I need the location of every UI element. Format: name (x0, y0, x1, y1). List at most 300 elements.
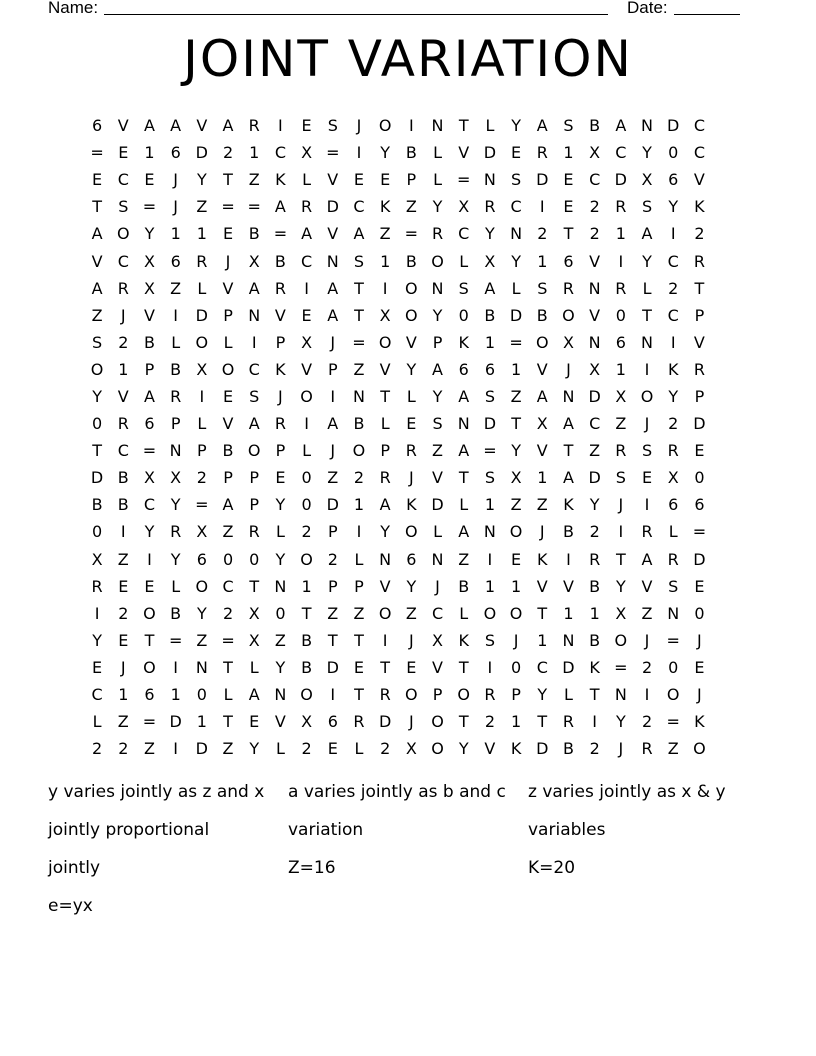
grid-letter[interactable]: P (694, 386, 705, 406)
grid-letter[interactable]: = (221, 197, 235, 217)
grid-letter[interactable]: Z (510, 495, 522, 515)
grid-letter[interactable]: = (273, 224, 288, 244)
grid-letter[interactable]: C (222, 576, 234, 596)
grid-letter[interactable]: N (667, 603, 680, 623)
grid-letter[interactable]: P (327, 522, 338, 542)
grid-letter[interactable]: 2 (668, 414, 679, 434)
grid-letter[interactable]: 2 (92, 739, 103, 759)
grid-letter[interactable]: I (251, 332, 257, 352)
grid-letter[interactable]: A (301, 224, 313, 244)
grid-letter[interactable]: = (142, 197, 157, 217)
grid-letter[interactable]: 0 (301, 495, 312, 515)
grid-letter[interactable]: E (353, 657, 365, 677)
grid-letter[interactable]: = (142, 712, 157, 732)
grid-letter[interactable]: R (117, 278, 129, 298)
grid-letter[interactable]: B (405, 251, 417, 271)
grid-letter[interactable]: A (222, 116, 234, 136)
grid-letter[interactable]: N (588, 332, 601, 352)
grid-letter[interactable]: V (458, 143, 470, 163)
grid-letter[interactable]: X (143, 251, 155, 271)
grid-letter[interactable]: 2 (589, 739, 600, 759)
grid-letter[interactable]: L (223, 332, 233, 352)
grid-letter[interactable]: T (92, 441, 102, 461)
grid-letter[interactable]: P (327, 359, 338, 379)
grid-letter[interactable]: L (275, 522, 285, 542)
grid-letter[interactable]: 2 (301, 739, 312, 759)
grid-letter[interactable]: Z (405, 197, 417, 217)
grid-letter[interactable]: B (458, 576, 470, 596)
grid-letter[interactable]: S (484, 468, 495, 488)
grid-letter[interactable]: O (143, 603, 156, 623)
grid-letter[interactable]: L (433, 143, 442, 163)
grid-letter[interactable]: E (327, 739, 338, 759)
grid-letter[interactable]: E (92, 170, 103, 190)
grid-letter[interactable]: R (117, 414, 129, 434)
grid-letter[interactable]: C (248, 359, 260, 379)
grid-letter[interactable]: K (667, 359, 679, 379)
grid-letter[interactable]: L (406, 386, 416, 406)
grid-letter[interactable]: I (199, 386, 205, 406)
grid-letter[interactable]: X (432, 630, 444, 650)
grid-letter[interactable]: S (92, 332, 103, 352)
grid-letter[interactable]: O (90, 359, 104, 379)
grid-letter[interactable]: N (457, 414, 470, 434)
grid-letter[interactable]: R (248, 116, 260, 136)
grid-letter[interactable]: C (353, 197, 365, 217)
grid-letter[interactable]: O (509, 522, 523, 542)
grid-letter[interactable]: N (431, 116, 444, 136)
grid-letter[interactable]: B (405, 143, 417, 163)
grid-letter[interactable]: 0 (458, 305, 469, 325)
grid-letter[interactable]: J (330, 441, 336, 461)
grid-letter[interactable]: S (327, 116, 338, 136)
grid-letter[interactable]: 1 (196, 712, 207, 732)
grid-letter[interactable]: J (120, 305, 126, 325)
grid-letter[interactable]: R (405, 441, 417, 461)
grid-letter[interactable]: X (248, 251, 260, 271)
grid-letter[interactable]: I (330, 685, 336, 705)
grid-letter[interactable]: V (327, 224, 339, 244)
grid-letter[interactable]: E (301, 305, 312, 325)
grid-letter[interactable]: L (511, 278, 521, 298)
grid-letter[interactable]: A (432, 359, 443, 379)
grid-letter[interactable]: J (173, 197, 179, 217)
grid-letter[interactable]: I (618, 251, 624, 271)
grid-letter[interactable]: C (431, 603, 444, 623)
grid-letter[interactable]: R (667, 549, 679, 569)
grid-letter[interactable]: A (615, 116, 627, 136)
grid-letter[interactable]: E (275, 468, 286, 488)
grid-letter[interactable]: R (484, 197, 496, 217)
grid-letter[interactable]: T (563, 441, 574, 461)
grid-letter[interactable]: 2 (641, 712, 653, 732)
grid-letter[interactable]: R (641, 522, 653, 542)
grid-letter[interactable]: T (458, 712, 469, 732)
grid-letter[interactable]: S (118, 197, 129, 217)
grid-letter[interactable]: J (330, 332, 336, 352)
grid-letter[interactable]: O (457, 685, 471, 705)
grid-letter[interactable]: V (693, 332, 705, 352)
grid-letter[interactable]: X (248, 603, 260, 623)
grid-letter[interactable]: I (94, 603, 100, 623)
grid-letter[interactable]: X (641, 170, 653, 190)
grid-letter[interactable]: Y (589, 495, 600, 515)
grid-letter[interactable]: B (143, 332, 155, 352)
grid-letter[interactable]: P (170, 414, 181, 434)
grid-letter[interactable]: D (588, 468, 601, 488)
grid-letter[interactable]: D (614, 170, 627, 190)
grid-letter[interactable]: 2 (118, 603, 129, 623)
grid-letter[interactable]: Z (117, 712, 129, 732)
grid-letter[interactable]: K (406, 495, 417, 515)
grid-letter[interactable]: X (91, 549, 103, 569)
grid-letter[interactable]: S (615, 468, 626, 488)
grid-letter[interactable]: 6 (615, 332, 626, 352)
grid-letter[interactable]: O (431, 739, 444, 759)
grid-letter[interactable]: N (431, 549, 444, 569)
grid-letter[interactable]: E (563, 170, 574, 190)
grid-letter[interactable]: P (327, 576, 338, 596)
grid-letter[interactable]: O (535, 332, 549, 352)
grid-letter[interactable]: B (170, 603, 182, 623)
grid-letter[interactable]: 1 (196, 224, 207, 244)
grid-letter[interactable]: P (432, 685, 443, 705)
grid-letter[interactable]: J (408, 468, 414, 488)
grid-letter[interactable]: R (301, 197, 313, 217)
grid-letter[interactable]: T (458, 657, 469, 677)
grid-letter[interactable]: Y (642, 143, 652, 163)
grid-letter[interactable]: Y (458, 739, 469, 759)
grid-letter[interactable]: Z (274, 630, 286, 650)
grid-letter[interactable]: I (173, 305, 179, 325)
grid-letter[interactable]: O (195, 576, 209, 596)
grid-letter[interactable]: Y (537, 685, 548, 705)
grid-letter[interactable]: = (483, 441, 497, 461)
grid-letter[interactable]: K (275, 359, 286, 379)
grid-letter[interactable]: C (667, 251, 679, 271)
grid-letter[interactable]: N (510, 224, 523, 244)
grid-letter[interactable]: I (147, 549, 152, 569)
grid-letter[interactable]: A (536, 386, 548, 406)
grid-letter[interactable]: Y (144, 224, 155, 244)
grid-letter[interactable]: L (642, 278, 652, 298)
grid-letter[interactable]: = (195, 495, 209, 515)
grid-letter[interactable]: E (222, 386, 234, 406)
grid-letter[interactable]: V (562, 576, 574, 596)
grid-letter[interactable]: Z (667, 739, 679, 759)
grid-letter[interactable]: 0 (615, 305, 626, 325)
grid-letter[interactable]: R (353, 712, 365, 732)
grid-letter[interactable]: V (536, 359, 548, 379)
grid-letter[interactable]: R (641, 739, 653, 759)
grid-letter[interactable]: B (589, 116, 601, 136)
grid-letter[interactable]: V (222, 414, 234, 434)
grid-letter[interactable]: I (382, 630, 388, 650)
grid-letter[interactable]: T (354, 685, 364, 705)
grid-letter[interactable]: L (380, 414, 390, 434)
grid-letter[interactable]: O (405, 278, 418, 298)
grid-letter[interactable]: 2 (694, 224, 705, 244)
grid-letter[interactable]: A (536, 116, 548, 136)
grid-letter[interactable]: D (693, 414, 706, 434)
grid-letter[interactable]: A (379, 495, 391, 515)
grid-letter[interactable]: 0 (694, 468, 705, 488)
grid-letter[interactable]: Z (458, 549, 470, 569)
grid-letter[interactable]: R (693, 251, 705, 271)
grid-letter[interactable]: T (694, 278, 705, 298)
grid-letter[interactable]: N (641, 116, 654, 136)
grid-letter[interactable]: 1 (249, 143, 260, 163)
grid-letter[interactable]: S (484, 386, 495, 406)
grid-letter[interactable]: K (510, 739, 522, 759)
grid-letter[interactable]: R (667, 441, 679, 461)
grid-letter[interactable]: 2 (353, 468, 365, 488)
grid-letter[interactable]: A (248, 685, 260, 705)
grid-letter[interactable]: L (485, 116, 495, 136)
grid-letter[interactable]: Y (511, 441, 521, 461)
grid-letter[interactable]: O (378, 116, 392, 136)
grid-letter[interactable]: I (592, 712, 598, 732)
grid-letter[interactable]: = (221, 630, 235, 650)
grid-letter[interactable]: L (92, 712, 102, 732)
grid-letter[interactable]: N (274, 685, 287, 705)
grid-letter[interactable]: = (90, 143, 104, 163)
grid-letter[interactable]: = (247, 197, 261, 217)
grid-letter[interactable]: L (223, 685, 233, 705)
grid-letter[interactable]: B (562, 739, 574, 759)
grid-letter[interactable]: J (225, 251, 231, 271)
grid-letter[interactable]: N (483, 522, 496, 542)
grid-letter[interactable]: E (118, 143, 129, 163)
grid-letter[interactable]: P (380, 441, 390, 461)
grid-letter[interactable]: E (563, 197, 574, 217)
grid-letter[interactable]: I (539, 197, 545, 217)
grid-letter[interactable]: 1 (118, 685, 129, 705)
grid-letter[interactable]: 6 (196, 549, 207, 569)
grid-letter[interactable]: T (354, 305, 364, 325)
grid-letter[interactable]: O (431, 251, 444, 271)
grid-letter[interactable]: K (537, 549, 548, 569)
grid-letter[interactable]: = (168, 630, 183, 650)
grid-letter[interactable]: D (562, 657, 575, 677)
grid-letter[interactable]: C (510, 197, 522, 217)
grid-letter[interactable]: X (248, 630, 260, 650)
grid-letter[interactable]: X (589, 143, 601, 163)
grid-letter[interactable]: S (484, 630, 495, 650)
grid-letter[interactable]: R (562, 278, 575, 298)
grid-letter[interactable]: N (248, 305, 261, 325)
grid-letter[interactable]: O (483, 603, 497, 623)
grid-letter[interactable]: X (170, 468, 182, 488)
grid-letter[interactable]: E (92, 657, 103, 677)
grid-letter[interactable]: T (223, 170, 233, 190)
grid-letter[interactable]: R (196, 251, 208, 271)
grid-letter[interactable]: B (562, 522, 574, 542)
grid-letter[interactable]: L (668, 522, 678, 542)
grid-letter[interactable]: Y (511, 251, 521, 271)
grid-letter[interactable]: X (196, 522, 208, 542)
grid-letter[interactable]: J (539, 522, 545, 542)
grid-letter[interactable]: X (510, 468, 522, 488)
grid-letter[interactable]: T (301, 603, 312, 623)
grid-letter[interactable]: P (249, 495, 260, 515)
grid-letter[interactable]: E (249, 712, 260, 732)
grid-letter[interactable]: A (562, 414, 574, 434)
grid-letter[interactable]: I (618, 522, 624, 542)
grid-letter[interactable]: = (142, 441, 157, 461)
grid-letter[interactable]: X (379, 305, 391, 325)
grid-letter[interactable]: D (693, 549, 706, 569)
grid-letter[interactable]: O (666, 685, 680, 705)
grid-letter[interactable]: 1 (144, 143, 155, 163)
grid-letter[interactable]: R (693, 359, 705, 379)
grid-letter[interactable]: N (195, 657, 208, 677)
grid-letter[interactable]: B (353, 414, 365, 434)
grid-letter[interactable]: O (431, 712, 444, 732)
grid-letter[interactable]: O (116, 224, 130, 244)
grid-letter[interactable]: I (356, 522, 362, 542)
grid-letter[interactable]: E (694, 441, 705, 461)
grid-letter[interactable]: L (459, 495, 469, 515)
grid-letter[interactable]: 1 (589, 603, 600, 623)
grid-letter[interactable]: S (458, 278, 469, 298)
grid-letter[interactable]: A (274, 197, 286, 217)
grid-letter[interactable]: P (144, 359, 155, 379)
grid-letter[interactable]: C (693, 116, 705, 136)
grid-letter[interactable]: O (405, 685, 418, 705)
grid-letter[interactable]: I (173, 657, 179, 677)
grid-letter[interactable]: Z (510, 386, 522, 406)
grid-letter[interactable]: J (618, 495, 624, 515)
grid-letter[interactable]: O (247, 441, 261, 461)
grid-letter[interactable]: D (536, 170, 549, 190)
grid-letter[interactable]: Z (353, 359, 365, 379)
grid-letter[interactable]: 6 (484, 359, 495, 379)
grid-letter[interactable]: I (644, 685, 650, 705)
grid-letter[interactable]: 1 (353, 495, 365, 515)
grid-letter[interactable]: Z (117, 549, 129, 569)
grid-letter[interactable]: L (302, 441, 312, 461)
grid-letter[interactable]: X (196, 359, 208, 379)
grid-letter[interactable]: 2 (589, 522, 600, 542)
grid-letter[interactable]: V (117, 116, 129, 136)
grid-letter[interactable]: Y (170, 495, 181, 515)
grid-letter[interactable]: R (615, 197, 627, 217)
grid-letter[interactable]: V (641, 576, 653, 596)
grid-letter[interactable]: X (143, 278, 155, 298)
grid-letter[interactable]: L (197, 414, 207, 434)
grid-letter[interactable]: I (670, 332, 676, 352)
grid-letter[interactable]: I (330, 386, 336, 406)
grid-letter[interactable]: V (405, 332, 417, 352)
grid-letter[interactable]: P (223, 305, 233, 325)
grid-letter[interactable]: Z (143, 739, 155, 759)
grid-letter[interactable]: 1 (511, 359, 522, 379)
grid-letter[interactable]: 2 (222, 143, 234, 163)
grid-letter[interactable]: A (222, 495, 234, 515)
grid-letter[interactable]: 2 (589, 224, 600, 244)
grid-letter[interactable]: Y (642, 251, 652, 271)
grid-letter[interactable]: I (644, 359, 650, 379)
grid-letter[interactable]: N (352, 386, 365, 406)
grid-letter[interactable]: 6 (458, 359, 469, 379)
grid-letter[interactable]: 2 (537, 224, 548, 244)
grid-letter[interactable]: P (275, 441, 286, 461)
grid-letter[interactable]: 1 (484, 495, 495, 515)
grid-letter[interactable]: V (589, 305, 601, 325)
grid-letter[interactable]: X (615, 603, 627, 623)
grid-letter[interactable]: X (301, 143, 313, 163)
grid-letter[interactable]: = (404, 224, 419, 244)
grid-letter[interactable]: B (248, 224, 260, 244)
grid-letter[interactable]: J (408, 712, 414, 732)
grid-letter[interactable]: B (536, 305, 548, 325)
grid-letter[interactable]: N (483, 170, 496, 190)
grid-letter[interactable]: D (90, 468, 104, 488)
grid-letter[interactable]: L (197, 278, 207, 298)
grid-letter[interactable]: K (694, 197, 705, 217)
grid-letter[interactable]: B (117, 468, 129, 488)
grid-letter[interactable]: D (326, 495, 339, 515)
grid-letter[interactable]: L (302, 170, 312, 190)
grid-letter[interactable]: V (91, 251, 103, 271)
grid-letter[interactable]: Z (170, 278, 182, 298)
grid-letter[interactable]: R (431, 224, 444, 244)
grid-letter[interactable]: X (143, 468, 155, 488)
grid-letter[interactable]: A (91, 224, 103, 244)
date-blank-line[interactable] (674, 14, 740, 15)
grid-letter[interactable]: E (641, 468, 653, 488)
grid-letter[interactable]: 6 (668, 170, 679, 190)
grid-letter[interactable]: A (327, 278, 339, 298)
grid-letter[interactable]: D (326, 657, 339, 677)
grid-letter[interactable]: V (589, 251, 601, 271)
grid-letter[interactable]: Y (275, 657, 286, 677)
grid-letter[interactable]: Z (327, 603, 339, 623)
grid-letter[interactable]: 1 (563, 603, 574, 623)
grid-letter[interactable]: 6 (668, 495, 679, 515)
grid-letter[interactable]: T (354, 278, 364, 298)
grid-letter[interactable]: Y (615, 712, 626, 732)
grid-letter[interactable]: Y (432, 386, 443, 406)
grid-letter[interactable]: Z (248, 170, 260, 190)
grid-letter[interactable]: 6 (563, 251, 574, 271)
grid-letter[interactable]: Z (222, 522, 234, 542)
grid-letter[interactable]: E (406, 414, 417, 434)
grid-letter[interactable]: 1 (170, 685, 181, 705)
grid-letter[interactable]: 1 (484, 332, 495, 352)
grid-letter[interactable]: 1 (484, 576, 495, 596)
grid-letter[interactable]: T (223, 657, 233, 677)
grid-letter[interactable]: S (563, 116, 574, 136)
grid-letter[interactable]: S (432, 414, 443, 434)
grid-letter[interactable]: 2 (641, 657, 653, 677)
grid-letter[interactable]: Z (91, 305, 103, 325)
grid-letter[interactable]: V (432, 468, 443, 488)
grid-letter[interactable]: S (641, 197, 653, 217)
grid-letter[interactable]: T (537, 603, 548, 623)
grid-letter[interactable]: I (408, 116, 414, 136)
grid-letter[interactable]: P (406, 170, 417, 190)
grid-letter[interactable]: K (563, 495, 574, 515)
grid-letter[interactable]: Y (406, 359, 417, 379)
grid-letter[interactable]: T (537, 712, 548, 732)
grid-letter[interactable]: Y (668, 197, 679, 217)
grid-letter[interactable]: A (562, 468, 574, 488)
grid-letter[interactable]: L (433, 522, 442, 542)
grid-letter[interactable]: O (378, 603, 392, 623)
grid-letter[interactable]: R (562, 712, 575, 732)
